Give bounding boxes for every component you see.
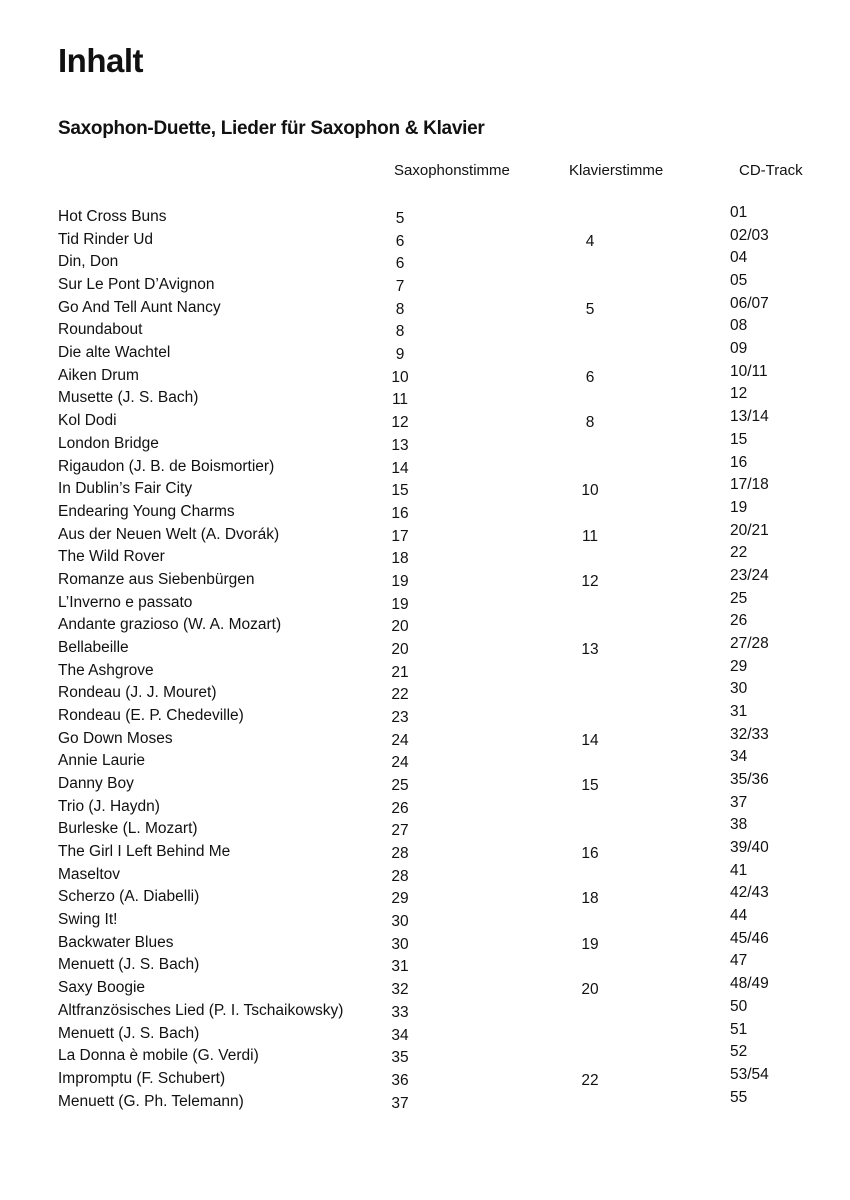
list-item: [0, 1043, 850, 1069]
cd-track: 45/46: [730, 929, 769, 947]
klavier-page: 10: [581, 482, 599, 500]
entry-title: Endearing Young Charms: [58, 502, 235, 520]
klavier-page: 14: [581, 731, 599, 749]
entry-title: Din, Don: [58, 253, 119, 271]
entry-title: Go Down Moses: [58, 729, 173, 747]
cd-track: 05: [730, 272, 748, 289]
list-item: [0, 498, 850, 525]
saxophon-page: 17: [391, 527, 409, 545]
cd-track: 37: [730, 793, 748, 811]
saxophon-page: 31: [391, 958, 409, 976]
cd-track: 50: [730, 997, 748, 1015]
entry-title: Rondeau (J. J. Mouret): [58, 684, 217, 702]
list-item: [0, 566, 850, 593]
list-item: [0, 884, 850, 910]
klavier-page: 11: [581, 527, 599, 545]
entry-title: La Donna è mobile (G. Verdi): [58, 1047, 259, 1065]
entry-title: In Dublin’s Fair City: [58, 480, 193, 498]
saxophon-page: 8: [395, 323, 405, 341]
cd-track: 10/11: [730, 362, 768, 380]
cd-track: 02/03: [730, 226, 769, 244]
list-item: [0, 816, 850, 842]
saxophon-page: 19: [391, 572, 409, 590]
entry-title: Saxy Boogie: [58, 979, 146, 997]
saxophon-page: 12: [391, 414, 409, 432]
klavier-page: 15: [581, 777, 599, 794]
saxophon-page: 14: [391, 459, 409, 477]
saxophon-page: 32: [391, 981, 409, 999]
list-item: [0, 907, 850, 933]
saxophon-page: 21: [391, 663, 409, 681]
cd-track: 53/54: [730, 1065, 769, 1083]
entry-title: Menuett (J. S. Bach): [58, 956, 200, 974]
section-subtitle: Saxophon-Duette, Lieder für Saxophon & Klavier: [58, 118, 485, 139]
cd-track: 01: [730, 204, 748, 221]
saxophon-page: 11: [391, 391, 409, 409]
list-item: [0, 952, 850, 978]
cd-track: 34: [730, 748, 748, 766]
saxophon-page: 7: [395, 278, 405, 295]
cd-track: 08: [730, 317, 748, 335]
saxophon-page: 28: [391, 845, 409, 862]
entry-title: The Ashgrove: [58, 661, 154, 679]
cd-track: 52: [730, 1043, 748, 1061]
saxophon-page: 5: [395, 210, 405, 227]
cd-track: 41: [730, 861, 748, 879]
saxophon-page: 8: [395, 300, 405, 318]
klavier-page: 19: [581, 935, 599, 953]
klavier-page: 6: [585, 368, 595, 386]
entry-title: Menuett (J. S. Bach): [58, 1024, 200, 1042]
list-item: [0, 476, 850, 502]
klavier-page: 16: [581, 845, 599, 862]
cd-track: 12: [730, 385, 748, 403]
saxophon-page: 26: [391, 799, 409, 817]
column-header-saxophonstimme: Saxophonstimme: [394, 162, 510, 179]
cd-track: 30: [730, 680, 748, 698]
entry-title: Altfranzösisches Lied (P. I. Tschaikowsky): [58, 1001, 344, 1019]
list-item: [0, 408, 850, 434]
saxophon-page: 13: [391, 436, 409, 454]
entry-title: Musette (J. S. Bach): [58, 389, 199, 407]
list-item: [0, 657, 850, 684]
saxophon-page: 28: [391, 867, 409, 885]
entry-title: Go And Tell Aunt Nancy: [58, 298, 221, 316]
cd-track: 17/18: [730, 476, 769, 494]
list-item: [0, 634, 850, 661]
cd-track: 23/24: [730, 566, 769, 584]
list-item: [0, 272, 850, 298]
list-item: [0, 975, 850, 1001]
saxophon-page: 10: [391, 368, 409, 386]
entry-title: Rondeau (E. P. Chedeville): [58, 707, 244, 724]
entry-title: Backwater Blues: [58, 933, 174, 951]
saxophon-page: 30: [391, 935, 409, 953]
cd-track: 32/33: [730, 725, 769, 743]
entry-title: Danny Boy: [58, 775, 134, 792]
saxophon-page: 19: [391, 595, 409, 613]
entry-title: Impromptu (F. Schubert): [58, 1069, 226, 1087]
cd-track: 51: [730, 1020, 748, 1038]
column-header-cd-track: CD-Track: [739, 162, 803, 179]
list-item: [0, 612, 850, 638]
saxophon-page: 22: [391, 686, 409, 704]
list-item: [0, 362, 850, 389]
cd-track: 55: [730, 1088, 748, 1106]
cd-track: 42/43: [730, 884, 769, 902]
entry-title: Bellabeille: [58, 638, 129, 656]
klavier-page: 20: [581, 981, 599, 999]
cd-track: 38: [730, 816, 748, 834]
entry-title: The Wild Rover: [58, 548, 165, 566]
list-item: [0, 748, 850, 774]
list-item: [0, 226, 850, 253]
list-item: [0, 703, 850, 729]
entry-title: Andante grazioso (W. A. Mozart): [58, 616, 282, 634]
saxophon-page: 23: [391, 709, 409, 726]
saxophon-page: 27: [391, 822, 409, 840]
entry-title: Aus der Neuen Welt (A. Dvorák): [58, 525, 280, 543]
cd-track: 31: [730, 703, 748, 720]
saxophon-page: 20: [391, 640, 409, 658]
list-item: [0, 997, 850, 1024]
list-item: [0, 839, 850, 865]
entry-title: Annie Laurie: [58, 752, 146, 770]
entry-title: Aiken Drum: [58, 366, 139, 384]
entry-title: The Girl I Left Behind Me: [58, 843, 231, 860]
klavier-page: 13: [581, 640, 599, 658]
list-item: [0, 1065, 850, 1092]
entry-title: London Bridge: [58, 434, 159, 452]
saxophon-page: 25: [391, 777, 409, 794]
list-item: [0, 204, 850, 230]
list-item: [0, 725, 850, 752]
saxophon-page: 34: [391, 1026, 409, 1044]
entry-title: L’Inverno e passato: [58, 593, 193, 611]
cd-track: 47: [730, 952, 748, 970]
list-item: [0, 1088, 850, 1115]
saxophon-page: 18: [391, 550, 409, 568]
entry-title: Menuett (G. Ph. Telemann): [58, 1092, 244, 1110]
klavier-page: 5: [585, 300, 595, 318]
list-item: [0, 249, 850, 275]
cd-track: 16: [730, 453, 748, 471]
entry-title: Rigaudon (J. B. de Boismortier): [58, 457, 275, 475]
list-item: [0, 340, 850, 366]
cd-track: 29: [730, 657, 748, 675]
saxophon-page: 30: [391, 913, 409, 931]
entry-title: Kol Dodi: [58, 412, 117, 430]
entry-title: Roundabout: [58, 321, 143, 339]
cd-track: 22: [730, 544, 748, 562]
cd-track: 25: [730, 589, 748, 607]
list-item: [0, 317, 850, 343]
list-item: [0, 680, 850, 706]
list-item: [0, 589, 850, 616]
saxophon-page: 29: [391, 890, 409, 908]
entry-title: Sur Le Pont D’Avignon: [58, 276, 215, 293]
klavier-page: 22: [581, 1071, 599, 1089]
saxophon-page: 36: [391, 1071, 409, 1089]
cd-track: 20/21: [730, 521, 769, 539]
saxophon-page: 20: [391, 618, 409, 636]
list-item: [0, 430, 850, 457]
cd-track: 39/40: [730, 839, 769, 856]
klavier-page: 18: [581, 890, 599, 908]
klavier-page: 8: [585, 414, 595, 432]
list-item: [0, 294, 850, 321]
cd-track: 13/14: [730, 408, 769, 426]
saxophon-page: 15: [391, 482, 409, 500]
klavier-page: 12: [581, 572, 599, 590]
saxophon-page: 24: [391, 754, 409, 772]
cd-track: 35/36: [730, 771, 769, 788]
entry-title: Scherzo (A. Diabelli): [58, 888, 200, 906]
list-item: [0, 861, 850, 888]
cd-track: 26: [730, 612, 748, 630]
cd-track: 19: [730, 498, 748, 516]
cd-track: 06/07: [730, 294, 769, 312]
cd-track: 44: [730, 907, 748, 925]
list-item: [0, 453, 850, 480]
list-item: [0, 793, 850, 820]
entry-title: Hot Cross Buns: [58, 208, 167, 225]
list-item: [0, 544, 850, 570]
entry-title: Burleske (L. Mozart): [58, 820, 198, 838]
entry-title: Swing It!: [58, 911, 118, 929]
cd-track: 09: [730, 340, 748, 358]
cd-track: 04: [730, 249, 748, 267]
cd-track: 27/28: [730, 634, 769, 652]
saxophon-page: 6: [395, 232, 405, 250]
list-item: [0, 771, 850, 797]
saxophon-page: 24: [391, 731, 409, 749]
entry-title: Trio (J. Haydn): [58, 797, 160, 815]
entry-title: Die alte Wachtel: [58, 344, 171, 362]
cd-track: 15: [730, 430, 748, 448]
saxophon-page: 9: [395, 346, 405, 364]
list-item: [0, 1020, 850, 1047]
klavier-page: 4: [585, 232, 595, 250]
list-item: [0, 929, 850, 956]
list-item: [0, 385, 850, 411]
entry-title: Tid Rinder Ud: [58, 230, 154, 248]
list-item: [0, 521, 850, 548]
page-title: Inhalt: [58, 42, 143, 79]
entry-title: Maseltov: [58, 865, 121, 883]
saxophon-page: 37: [391, 1094, 409, 1112]
cd-track: 48/49: [730, 975, 769, 993]
entry-title: Romanze aus Siebenbürgen: [58, 570, 255, 588]
saxophon-page: 16: [391, 504, 409, 522]
saxophon-page: 33: [391, 1003, 409, 1021]
column-header-klavierstimme: Klavierstimme: [569, 162, 664, 179]
saxophon-page: 6: [395, 255, 405, 273]
saxophon-page: 35: [391, 1049, 409, 1067]
